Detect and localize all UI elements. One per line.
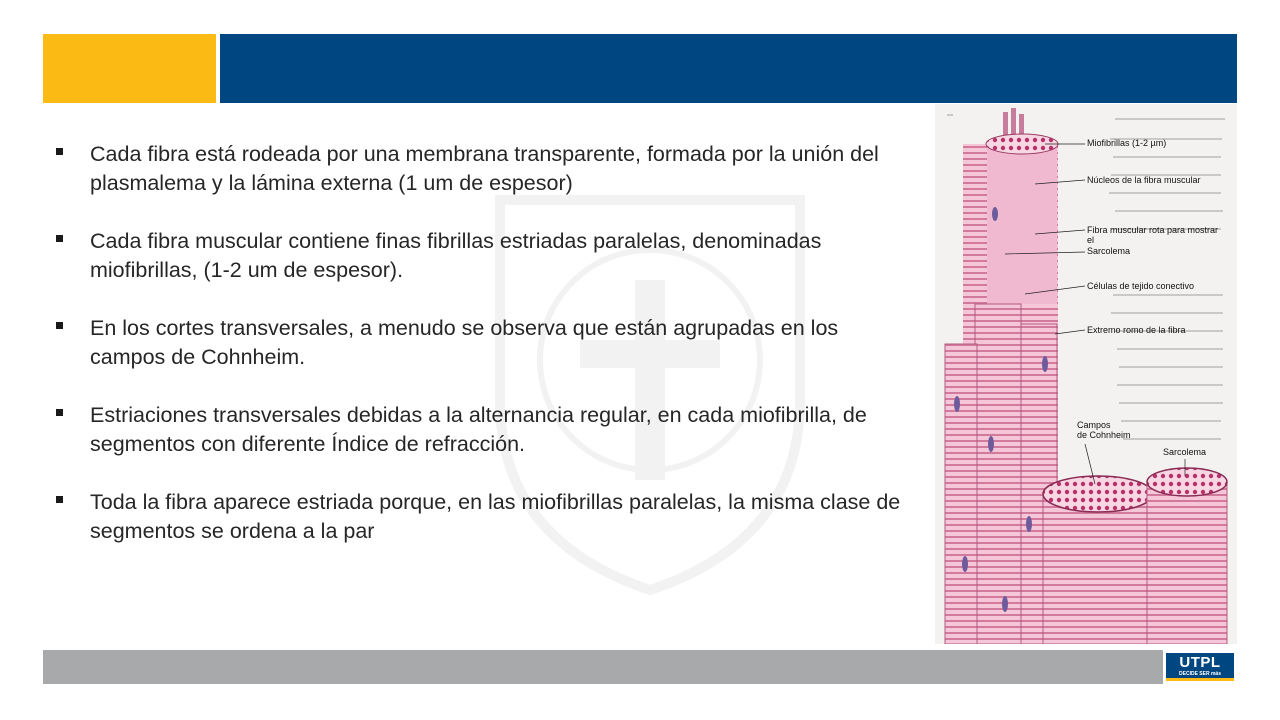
muscle-fiber-illustration: [935, 104, 1237, 644]
bullet-marker: [56, 314, 90, 372]
bullet-text: Toda la fibra aparece estriada porque, en las miofibrillas paralelas, la misma clase de segmentos se ordena a la par: [90, 490, 901, 543]
logo-tagline: DECIDE SER más: [1179, 671, 1221, 677]
utpl-logo: [1163, 650, 1237, 684]
list-item: [56, 401, 916, 459]
header-bar: [220, 34, 1237, 103]
bullet-marker: [56, 488, 90, 546]
list-item: [56, 488, 916, 546]
label-nucleos: Núcleos de la fibra muscular: [1087, 175, 1201, 185]
label-campos-2: de Cohnheim: [1077, 430, 1131, 440]
footer-bar: [43, 650, 1237, 684]
label-campos: Campos: [1077, 420, 1111, 430]
bullet-marker: [56, 140, 90, 198]
label-miofibrillas: Miofibrillas (1-2 µm): [1087, 138, 1167, 148]
bullet-text: Cada fibra está rodeada por una membrana transparente, formada por la unión del plasmalema y la lámina externa (1 um de espesor): [90, 142, 879, 195]
header-accent-block: [43, 34, 216, 103]
label-fibra-rota: Fibra muscular rota para mostrar: [1087, 225, 1219, 235]
logo-box: [1166, 653, 1234, 681]
list-item: [56, 227, 916, 285]
list-item: [56, 140, 916, 198]
list-item: [56, 314, 916, 372]
logo-text: UTPL: [1179, 654, 1221, 671]
label-sarcolema: Sarcolema: [1087, 246, 1131, 256]
bullet-list: [56, 140, 916, 575]
bullet-marker: [56, 227, 90, 285]
muscle-fiber-drawing: [935, 104, 1237, 644]
bullet-text: En los cortes transversales, a menudo se observa que están agrupadas en los campos de Cohnheim.: [90, 316, 839, 369]
bullet-text: Estriaciones transversales debidas a la alternancia regular, en cada miofibrilla, de segmentos con diferente Índice de refracción.: [90, 403, 867, 456]
bullet-text: Cada fibra muscular contiene finas fibrillas estriadas paralelas, denominadas miofibrillas, (1-2 um de espesor).: [90, 229, 822, 282]
label-extremo: Extremo romo de la fibra: [1087, 325, 1186, 335]
label-celulas: Células de tejido conectivo: [1087, 281, 1195, 291]
label-sarcolema-2: Sarcolema: [1163, 447, 1207, 457]
bullet-marker: [56, 401, 90, 459]
label-fibra-rota-2: el: [1087, 235, 1095, 245]
